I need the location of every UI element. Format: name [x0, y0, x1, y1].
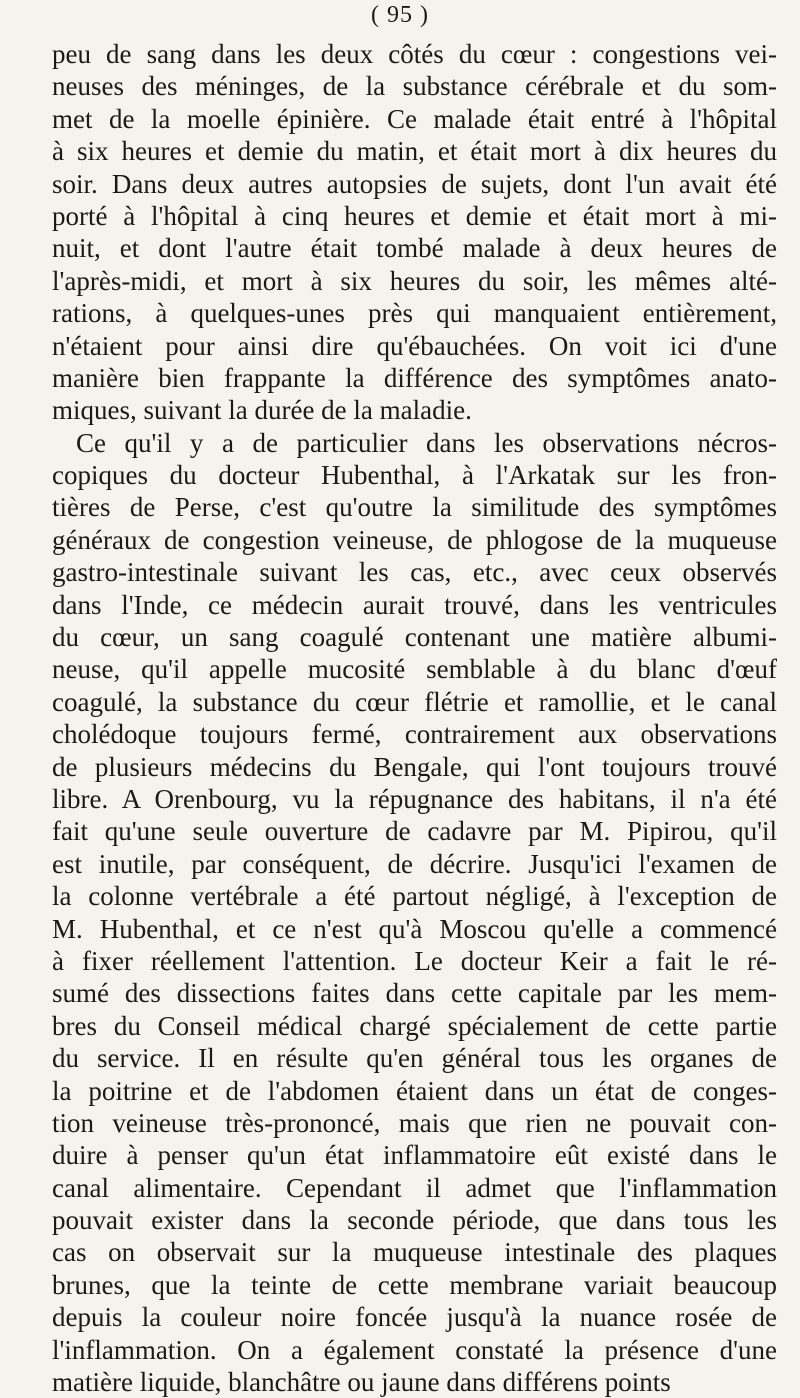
text-line: fait qu'une seule ouverture de cadavre par M. Pipirou, qu'il [52, 816, 777, 847]
text-line: rations, à quelques-unes près qui manquaient entièrement, [52, 298, 777, 329]
text-line: depuis la couleur noire foncée jusqu'à la nuance rosée de [52, 1302, 777, 1333]
text-line: à six heures et demie du matin, et était mort à dix heures du [52, 136, 777, 167]
text-line: est inutile, par conséquent, de décrire. Jusqu'ici l'examen de [52, 848, 777, 879]
text-line: neuses des méninges, de la substance cérébrale et du som- [52, 71, 777, 102]
text-line: l'inflammation. On a également constaté la présence d'une [52, 1334, 777, 1365]
text-line: libre. A Orenbourg, vu la répugnance des habitans, il n'a été [52, 783, 777, 814]
text-line: tières de Perse, c'est qu'outre la similitude des symptômes [52, 492, 777, 523]
text-line: neuse, qu'il appelle mucosité semblable à du blanc d'œuf [52, 654, 777, 685]
text-line: à fixer réellement l'attention. Le docteur Keir a fait le ré- [52, 945, 777, 976]
text-line: de plusieurs médecins du Bengale, qui l'ont toujours trouvé [52, 751, 777, 782]
text-line: soir. Dans deux autres autopsies de sujets, dont l'un avait été [52, 168, 777, 199]
text-line: duire à penser qu'un état inflammatoire eût existé dans le [52, 1140, 777, 1171]
text-line: cas on observait sur la muqueuse intestinale des plaques [52, 1237, 777, 1268]
text-line: tion veineuse très-prononcé, mais que rien ne pouvait con- [52, 1107, 777, 1138]
text-line: du cœur, un sang coagulé contenant une matière albumi- [52, 622, 777, 653]
text-line: sumé des dissections faites dans cette capitale par les mem- [52, 978, 777, 1009]
text-line: brunes, que la teinte de cette membrane variait beaucoup [52, 1269, 777, 1300]
text-line: du service. Il en résulte qu'en général tous les organes de [52, 1043, 777, 1074]
text-line: dans l'Inde, ce médecin aurait trouvé, dans les ventricules [52, 589, 777, 620]
text-line: miques, suivant la durée de la maladie. [52, 395, 472, 426]
page-number: ( 95 ) [371, 2, 429, 28]
text-line: Ce qu'il y a de particulier dans les observations nécros- [76, 427, 777, 458]
text-line: peu de sang dans les deux côtés du cœur : congestions vei- [52, 39, 777, 69]
text-line: bres du Conseil médical chargé spécialement de cette partie [52, 1010, 777, 1041]
text-line: gastro-intestinale suivant les cas, etc., avec ceux observés [52, 557, 777, 588]
text-line: la poitrine et de l'abdomen étaient dans un état de conges- [52, 1075, 777, 1106]
text-line: pouvait exister dans la seconde période, que dans tous les [52, 1205, 777, 1236]
text-line: M. Hubenthal, et ce n'est qu'à Moscou qu'elle a commencé [52, 913, 777, 944]
text-line: matière liquide, blanchâtre ou jaune dans différens points [52, 1367, 671, 1398]
text-line: l'après-midi, et mort à six heures du soir, les mêmes alté- [52, 265, 777, 296]
text-line: cholédoque toujours fermé, contrairement aux observations [52, 719, 777, 750]
text-line: porté à l'hôpital à cinq heures et demie et était mort à mi- [52, 200, 777, 231]
body-text [52, 38, 777, 1398]
text-line: met de la moelle épinière. Ce malade était entré à l'hôpital [52, 103, 777, 134]
text-line: coagulé, la substance du cœur flétrie et ramollie, et le canal [52, 686, 777, 717]
text-line: la colonne vertébrale a été partout négligé, à l'exception de [52, 881, 777, 912]
text-line: manière bien frappante la différence des symptômes anato- [52, 362, 777, 393]
text-line: n'étaient pour ainsi dire qu'ébauchées. On voit ici d'une [52, 330, 777, 361]
text-line: copiques du docteur Hubenthal, à l'Arkatak sur les fron- [52, 460, 777, 491]
text-line: canal alimentaire. Cependant il admet que l'inflammation [52, 1172, 777, 1203]
text-line: généraux de congestion veineuse, de phlogose de la muqueuse [52, 524, 777, 555]
text-line: nuit, et dont l'autre était tombé malade à deux heures de [52, 233, 777, 264]
